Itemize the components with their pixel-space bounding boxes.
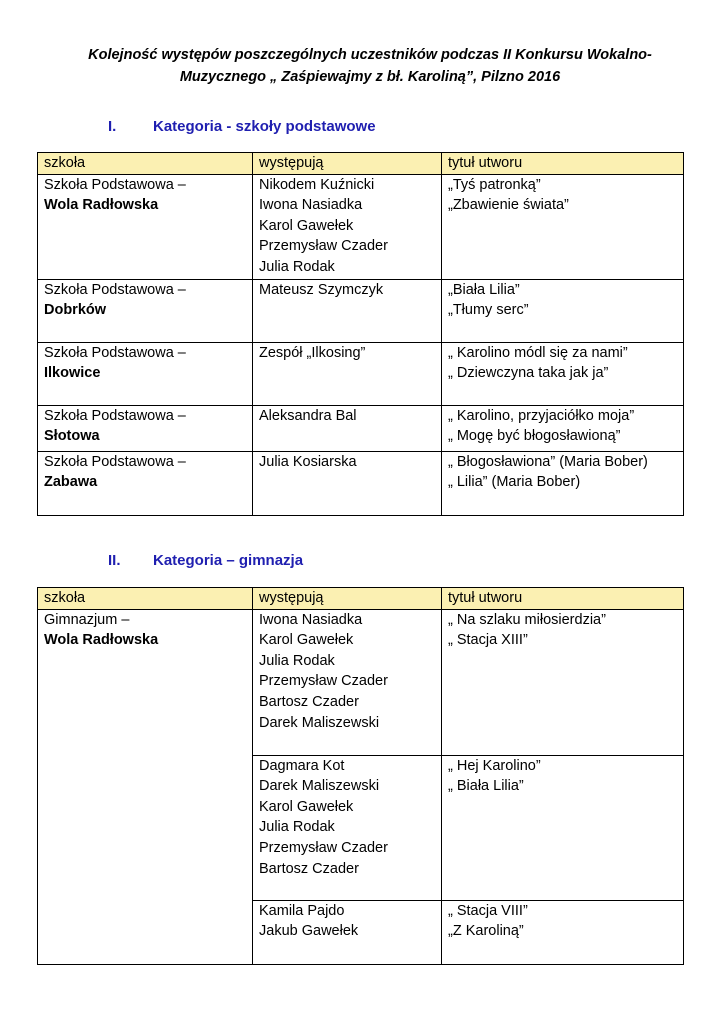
- table-header-row: [38, 588, 684, 610]
- song-title: „Z Karoliną”: [448, 923, 524, 940]
- performer: Karol Gawełek: [259, 632, 354, 649]
- performer: Dagmara Kot: [259, 757, 345, 774]
- performer: Iwona Nasiadka: [259, 197, 363, 214]
- song-title: „ Stacja XIII”: [448, 632, 528, 649]
- song-title: „Biała Lilia”: [448, 281, 520, 298]
- songs-cell: [442, 174, 684, 279]
- performer: Aleksandra Bal: [259, 407, 357, 424]
- performers-cell: [253, 279, 442, 342]
- category-2-table: [37, 587, 684, 965]
- performers-cell: [253, 342, 442, 405]
- performer: Darek Maliszewski: [259, 714, 380, 731]
- song-title: „Tłumy serc”: [448, 302, 529, 319]
- category-2-label: Kategoria – gimnazja: [153, 552, 304, 569]
- school-cell: [38, 279, 253, 342]
- category-1-table: [37, 152, 684, 516]
- title-line-1: Kolejność występów poszczególnych uczestników podczas II Konkursu Wokalno-: [88, 47, 652, 63]
- header-song-title: tytuł utworu: [442, 153, 684, 175]
- school-name: Zabawa: [44, 474, 98, 491]
- table-header-row: [38, 153, 684, 175]
- school-name: Słotowa: [44, 428, 100, 445]
- performer: Karol Gawełek: [259, 798, 354, 815]
- song-title: „ Karolino módl się za nami”: [448, 344, 628, 361]
- table-row: [38, 279, 684, 342]
- performer: Kamila Pajdo: [259, 902, 345, 919]
- category-1-number: I.: [108, 118, 117, 135]
- table-row: [38, 609, 684, 755]
- performers-cell: [253, 174, 442, 279]
- songs-cell: [442, 609, 684, 755]
- school-name: Wola Radłowska: [44, 632, 159, 649]
- performers-cell: [253, 405, 442, 451]
- school-cell: [38, 609, 253, 964]
- songs-cell: [442, 900, 684, 964]
- performer: Darek Maliszewski: [259, 778, 380, 795]
- song-title: „ Błogosławiona” (Maria Bober): [448, 453, 648, 470]
- song-title: „ Na szlaku miłosierdzia”: [448, 611, 606, 628]
- school-cell: [38, 174, 253, 279]
- school-type: Gimnazjum –: [44, 611, 130, 628]
- table-row: [38, 174, 684, 279]
- song-title: „ Stacja VIII”: [448, 902, 528, 919]
- songs-cell: [442, 279, 684, 342]
- performers-cell: [253, 755, 442, 900]
- performers-cell: [253, 900, 442, 964]
- title-line-2: Muzycznego „ Zaśpiewajmy z bł. Karoliną”, Pilzno 2016: [179, 69, 561, 85]
- performer: Nikodem Kuźnicki: [259, 176, 375, 193]
- song-title: „ Hej Karolino”: [448, 757, 541, 774]
- school-cell: [38, 405, 253, 451]
- performer: Julia Rodak: [259, 258, 335, 275]
- header-school: szkoła: [38, 588, 253, 610]
- song-title: „ Lilia” (Maria Bober): [448, 474, 581, 491]
- performer: Przemysław Czader: [259, 839, 388, 856]
- song-title: „ Dziewczyna taka jak ja”: [448, 365, 609, 382]
- song-title: „Zbawienie świata”: [448, 197, 569, 214]
- document-title: [40, 44, 700, 88]
- school-type: Szkoła Podstawowa –: [44, 407, 186, 424]
- performer: Jakub Gawełek: [259, 923, 359, 940]
- header-performers: występują: [253, 153, 442, 175]
- performer: Zespół „Ilkosing”: [259, 344, 366, 361]
- school-name: Ilkowice: [44, 365, 101, 382]
- school-type: Szkoła Podstawowa –: [44, 344, 186, 361]
- performer: Mateusz Szymczyk: [259, 281, 384, 298]
- header-song-title: tytuł utworu: [442, 588, 684, 610]
- school-name: Wola Radłowska: [44, 197, 159, 214]
- school-cell: [38, 342, 253, 405]
- songs-cell: [442, 451, 684, 515]
- songs-cell: [442, 755, 684, 900]
- songs-cell: [442, 405, 684, 451]
- song-title: „Tyś patronką”: [448, 176, 541, 193]
- performer: Iwona Nasiadka: [259, 611, 363, 628]
- category-1-label: Kategoria - szkoły podstawowe: [153, 118, 376, 135]
- performer: Julia Rodak: [259, 819, 335, 836]
- performer: Przemysław Czader: [259, 238, 388, 255]
- performer: Bartosz Czader: [259, 693, 359, 710]
- category-2-number: II.: [108, 552, 121, 569]
- table-row: [38, 405, 684, 451]
- category-2-heading: [108, 551, 303, 571]
- performer: Julia Rodak: [259, 652, 335, 669]
- song-title: „ Biała Lilia”: [448, 778, 524, 795]
- performer: Julia Kosiarska: [259, 453, 357, 470]
- songs-cell: [442, 342, 684, 405]
- table-row: [38, 342, 684, 405]
- school-name: Dobrków: [44, 302, 107, 319]
- performer: Karol Gawełek: [259, 217, 354, 234]
- song-title: „ Karolino, przyjaciółko moja”: [448, 407, 635, 424]
- table-row: [38, 451, 684, 515]
- school-cell: [38, 451, 253, 515]
- category-1-heading: [108, 117, 376, 137]
- header-school: szkoła: [38, 153, 253, 175]
- song-title: „ Mogę być błogosławioną”: [448, 428, 621, 445]
- performers-cell: [253, 609, 442, 755]
- performers-cell: [253, 451, 442, 515]
- header-performers: występują: [253, 588, 442, 610]
- school-type: Szkoła Podstawowa –: [44, 176, 186, 193]
- performer: Przemysław Czader: [259, 673, 388, 690]
- school-type: Szkoła Podstawowa –: [44, 453, 186, 470]
- school-type: Szkoła Podstawowa –: [44, 281, 186, 298]
- performer: Bartosz Czader: [259, 860, 359, 877]
